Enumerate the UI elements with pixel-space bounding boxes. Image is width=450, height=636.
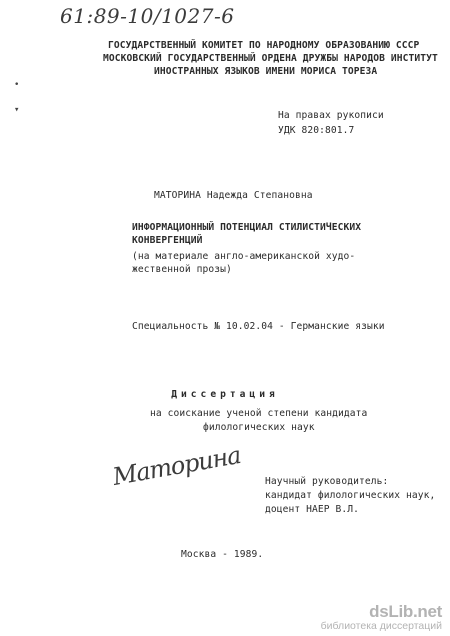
specialty: Специальность № 10.02.04 - Германские языки	[132, 321, 385, 332]
supervisor-degree: кандидат филологических наук,	[265, 490, 436, 501]
margin-mark-1: •	[14, 80, 20, 90]
watermark-site[interactable]: dsLib.net	[369, 602, 442, 621]
title-line-2: КОНВЕРГЕНЦИЙ	[132, 235, 203, 246]
catalog-number: 61:89-10/1027-6	[60, 4, 235, 28]
institution-line-2: МОСКОВСКИЙ ГОСУДАРСТВЕННЫЙ ОРДЕНА ДРУЖБЫ НАРОДОВ ИНСТИТУТ	[103, 53, 438, 64]
title-line-3: (на материале англо-американской худо-	[132, 251, 356, 262]
udc-code: УДК 820:801.7	[278, 125, 355, 136]
place-and-year: Москва - 1989.	[181, 549, 264, 560]
watermark-caption: библиотека диссертаций	[320, 620, 442, 632]
degree-line-1: на соискание ученой степени кандидата	[150, 408, 368, 419]
supervisor-label: Научный руководитель:	[265, 476, 389, 487]
title-line-4: жественной прозы)	[132, 264, 232, 275]
manuscript-rights: На правах рукописи	[278, 110, 384, 121]
institution-line-3: ИНОСТРАННЫХ ЯЗЫКОВ ИМЕНИ МОРИСА ТОРЕЗА	[154, 66, 378, 77]
degree-line-2: филологических наук	[203, 422, 315, 433]
margin-mark-2: ▾	[14, 105, 20, 115]
dissertation-heading: Диссертация	[171, 389, 279, 400]
author-name: МАТОРИНА Надежда Степановна	[154, 190, 313, 201]
title-line-1: ИНФОРМАЦИОННЫЙ ПОТЕНЦИАЛ СТИЛИСТИЧЕСКИХ	[132, 222, 362, 233]
institution-line-1: ГОСУДАРСТВЕННЫЙ КОМИТЕТ ПО НАРОДНОМУ ОБРАЗОВАНИЮ СССР	[108, 40, 420, 51]
author-signature: Маторина	[110, 441, 243, 491]
watermark[interactable]	[321, 602, 442, 632]
supervisor-name: доцент НАЕР В.Л.	[265, 504, 360, 515]
